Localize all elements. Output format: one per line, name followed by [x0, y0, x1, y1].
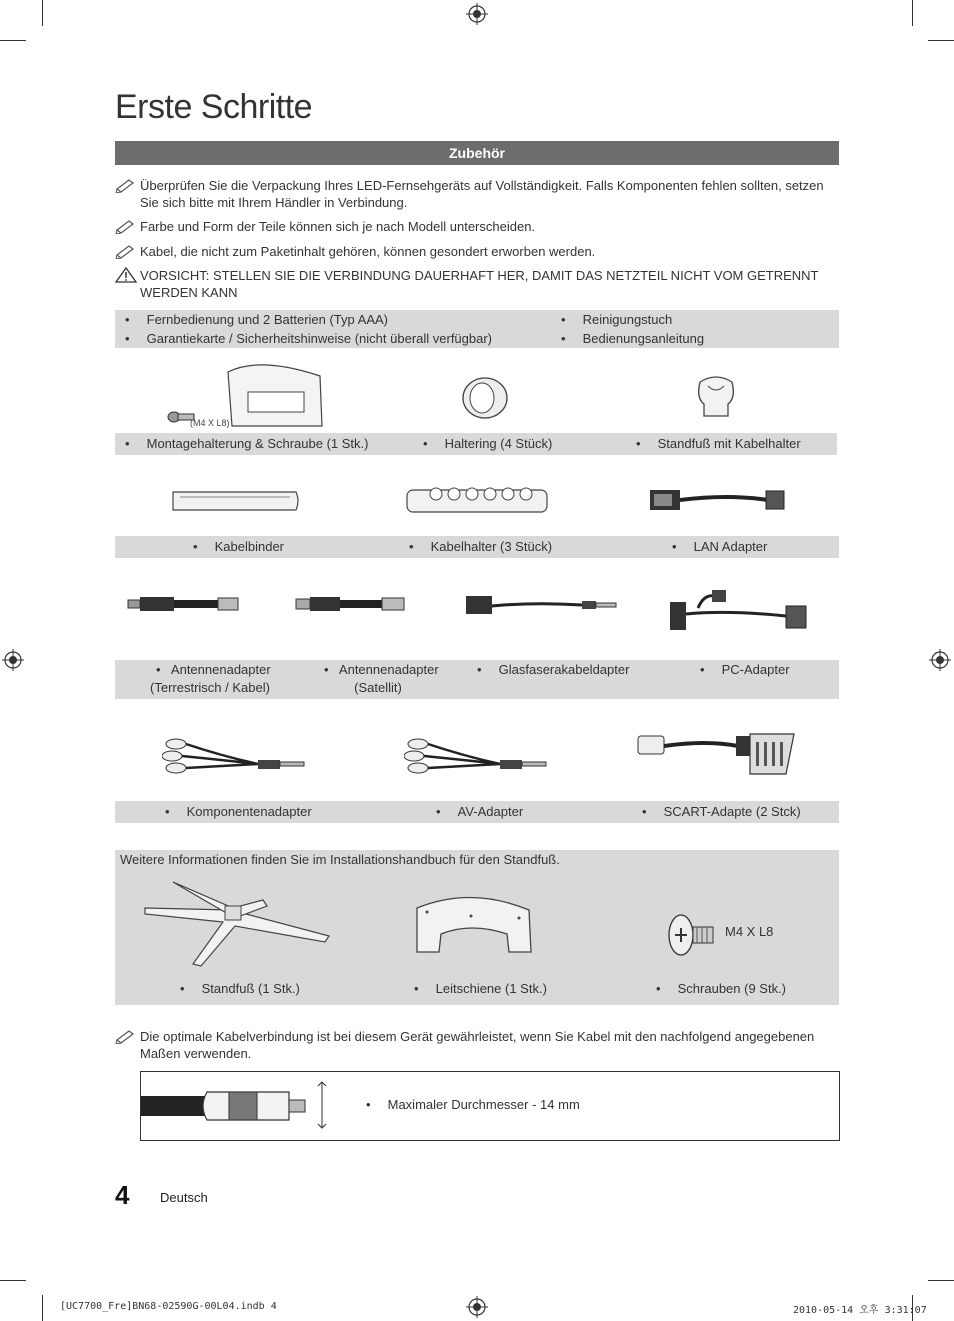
mount-bracket-illustration: [160, 360, 330, 432]
basic-items-band: [115, 310, 839, 348]
av-adapter-illustration: [404, 736, 550, 780]
list-item: • Reinigungstuch: [561, 312, 673, 327]
holder-ring-illustration: [460, 374, 510, 420]
crop-mark: [42, 0, 43, 26]
footer-language: Deutsch: [160, 1190, 208, 1205]
cable-diameter-box: [140, 1071, 840, 1141]
pencil-note-icon: [115, 218, 137, 234]
note-item: [115, 1028, 839, 1062]
list-item: • Kabelbinder: [193, 539, 285, 554]
row2-band: [115, 536, 839, 558]
note-text: Kabel, die nicht zum Paketinhalt gehören, können gesondert erworben werden.: [140, 244, 596, 259]
row3-band: [115, 660, 839, 699]
pc-adapter-illustration: [668, 588, 812, 634]
crop-mark: [912, 0, 913, 26]
page-number: 4: [115, 1180, 130, 1210]
row4-band: [115, 801, 839, 823]
list-item: • AV-Adapter: [436, 804, 524, 819]
registration-mark-icon: [2, 649, 24, 671]
list-item: • Montagehalterung & Schraube (1 Stk.): [125, 436, 369, 451]
stand-base-illustration: [143, 878, 333, 970]
note-item: [115, 218, 839, 235]
note-text: Farbe und Form der Teile können sich je nach Modell unterscheiden.: [140, 219, 536, 234]
section-header: Zubehör: [115, 141, 839, 165]
optical-adapter-illustration: [464, 592, 620, 618]
warning-item: [115, 267, 839, 301]
list-item: • Haltering (4 Stück): [423, 436, 553, 451]
list-item: • Fernbedienung und 2 Batterien (Typ AAA): [125, 312, 389, 327]
note-text: Die optimale Kabelverbindung ist bei diesem Gerät gewährleistet, wenn Sie Kabel mit den nachfolgend angegebenen Maßen verwenden.: [140, 1029, 815, 1061]
list-item: • Garantiekarte / Sicherheitshinweise (nicht überall verfügbar): [125, 331, 493, 346]
stand-screw-size-label: M4 X L8: [725, 924, 774, 939]
warning-text: VORSICHT: STELLEN SIE DIE VERBINDUNG DAUERHAFT HER, DAMIT DAS NETZTEIL NICHT VOM GETRENNT WERDEN KANN: [140, 268, 819, 300]
row1-band: [115, 433, 837, 455]
scart-adapter-illustration: [636, 726, 800, 780]
crop-mark: [0, 1280, 26, 1281]
stand-cable-holder-illustration: [692, 374, 740, 420]
note-item: [115, 243, 839, 260]
pencil-note-icon: [115, 243, 137, 259]
guide-rail-illustration: [411, 890, 541, 960]
list-item: • Glasfaserakabeldapter: [477, 662, 630, 677]
note-item: [115, 177, 839, 211]
list-item: • Antennenadapter (Terrestrisch / Kabel): [150, 662, 271, 695]
antenna-adapter-terrestrial-illustration: [126, 592, 242, 616]
cable-tie-illustration: [170, 488, 302, 514]
list-item: • Standfuß mit Kabelhalter: [636, 436, 801, 451]
pencil-note-icon: [115, 177, 137, 193]
pencil-note-icon: [115, 1028, 137, 1044]
screw-illustration: [667, 912, 717, 958]
list-item: • SCART-Adapte (2 Stck): [642, 804, 801, 819]
warning-triangle-icon: [115, 267, 137, 283]
print-file-info: [UC7700_Fre]BN68-02590G-00L04.indb 4: [60, 1301, 277, 1312]
list-item: • Maximaler Durchmesser - 14 mm: [366, 1097, 580, 1112]
stand-info-box: [115, 850, 839, 1005]
cable-holder-illustration: [404, 482, 550, 518]
list-item: • Kabelhalter (3 Stück): [409, 539, 553, 554]
crop-mark: [928, 1280, 954, 1281]
list-item: • PC-Adapter: [700, 662, 790, 677]
lan-adapter-illustration: [648, 486, 788, 516]
crop-mark: [0, 40, 26, 41]
print-date-info: 2010-05-14 오후 3:31:07: [793, 1305, 927, 1316]
list-item: • Schrauben (9 Stk.): [656, 981, 787, 996]
cable-plug-illustration: [141, 1080, 331, 1130]
list-item: • Antennenadapter (Satellit): [324, 662, 439, 695]
antenna-adapter-satellite-illustration: [294, 592, 410, 616]
list-item: • Komponentenadapter: [165, 804, 312, 819]
stand-intro-text: Weitere Informationen finden Sie im Installationshandbuch für den Standfuß.: [120, 852, 560, 867]
registration-mark-icon: [466, 1296, 488, 1318]
note-text: Überprüfen Sie die Verpackung Ihres LED-Fernsehgeräts auf Vollständigkeit. Falls Komponenten fehlen sollten, setzen Sie sich bitte mit Ihrem Händler in Verbindung.: [140, 178, 824, 210]
registration-mark-icon: [929, 649, 951, 671]
list-item: • Bedienungsanleitung: [561, 331, 705, 346]
page-title: Erste Schritte: [115, 88, 313, 126]
registration-mark-icon: [466, 3, 488, 25]
screw-size-label: (M4 X L8): [190, 418, 230, 428]
component-adapter-illustration: [162, 736, 308, 780]
list-item: • Standfuß (1 Stk.): [180, 981, 300, 996]
list-item: • LAN Adapter: [672, 539, 768, 554]
crop-mark: [928, 40, 954, 41]
crop-mark: [42, 1295, 43, 1321]
list-item: • Leitschiene (1 Stk.): [414, 981, 547, 996]
